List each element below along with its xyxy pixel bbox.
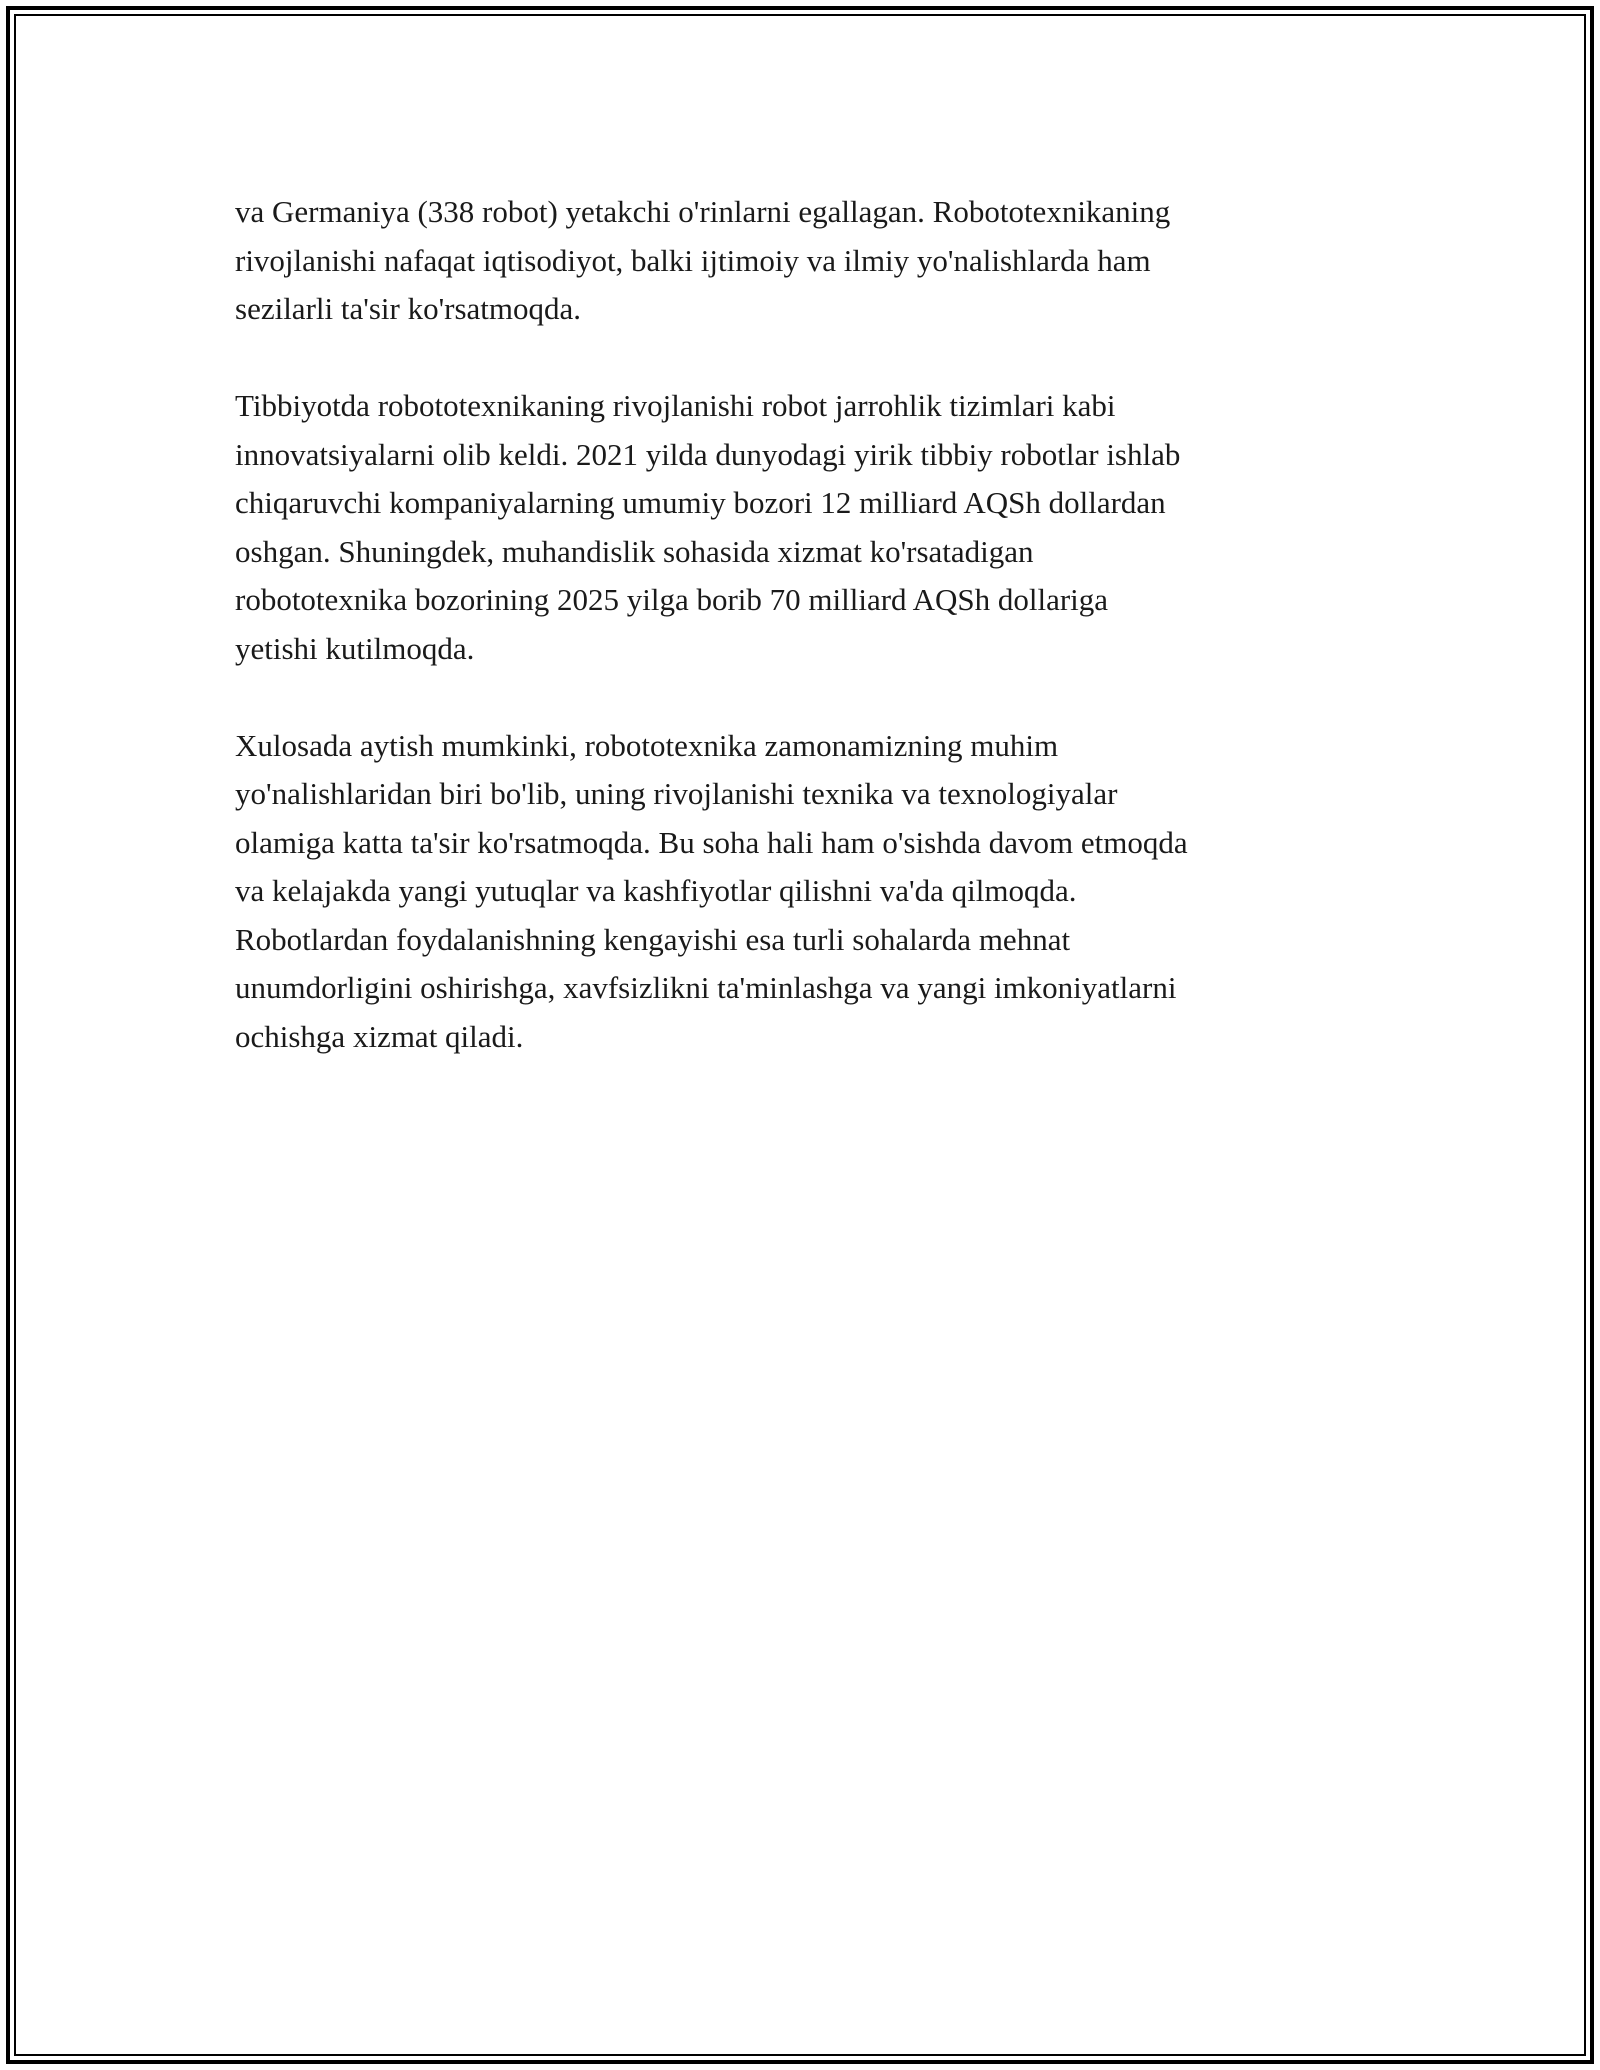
paragraph-robot-rankings: va Germaniya (338 robot) yetakchi o'rinlarni egallagan. Robototexnikaning rivojlanishi nafaqat iqtisodiyot, balki ijtimoiy va ilmiy yo'nalishlarda ham sezilarli ta'sir ko'rsatmoqda.: [235, 194, 1171, 326]
paragraph-medical-robotics: Tibbiyotda robototexnikaning rivojlanishi robot jarrohlik tizimlari kabi innovatsiyalarni olib keldi. 2021 yilda dunyodagi yirik tibbiy robotlar ishlab chiqaruvchi kompaniyalarning umumiy bozori 12 milliard AQSh dollardan oshgan. Shuningdek, muhandislik sohasida xizmat ko'rsatadigan robototexnika bozorining 2025 yilga borib 70 milliard AQSh dollariga yetishi kutilmoqda.: [235, 388, 1181, 666]
paragraph-conclusion: Xulosada aytish mumkinki, robototexnika zamonamizning muhim yo'nalishlaridan biri bo'lib, uning rivojlanishi texnika va texnologiyalar olamiga katta ta'sir ko'rsatmoqda. Bu soha hali ham o'sishda davom etmoqda va kelajakda yangi yutuqlar va kashfiyotlar qilishni va'da qilmoqda. Robotlardan foydalanishning kengayishi esa turli sohalarda mehnat unumdorligini oshirishga, xavfsizlikni ta'minlashga va yangi imkoniyatlarni ochishga xizmat qiladi.: [235, 727, 1188, 1054]
document-body: [235, 188, 1385, 1110]
